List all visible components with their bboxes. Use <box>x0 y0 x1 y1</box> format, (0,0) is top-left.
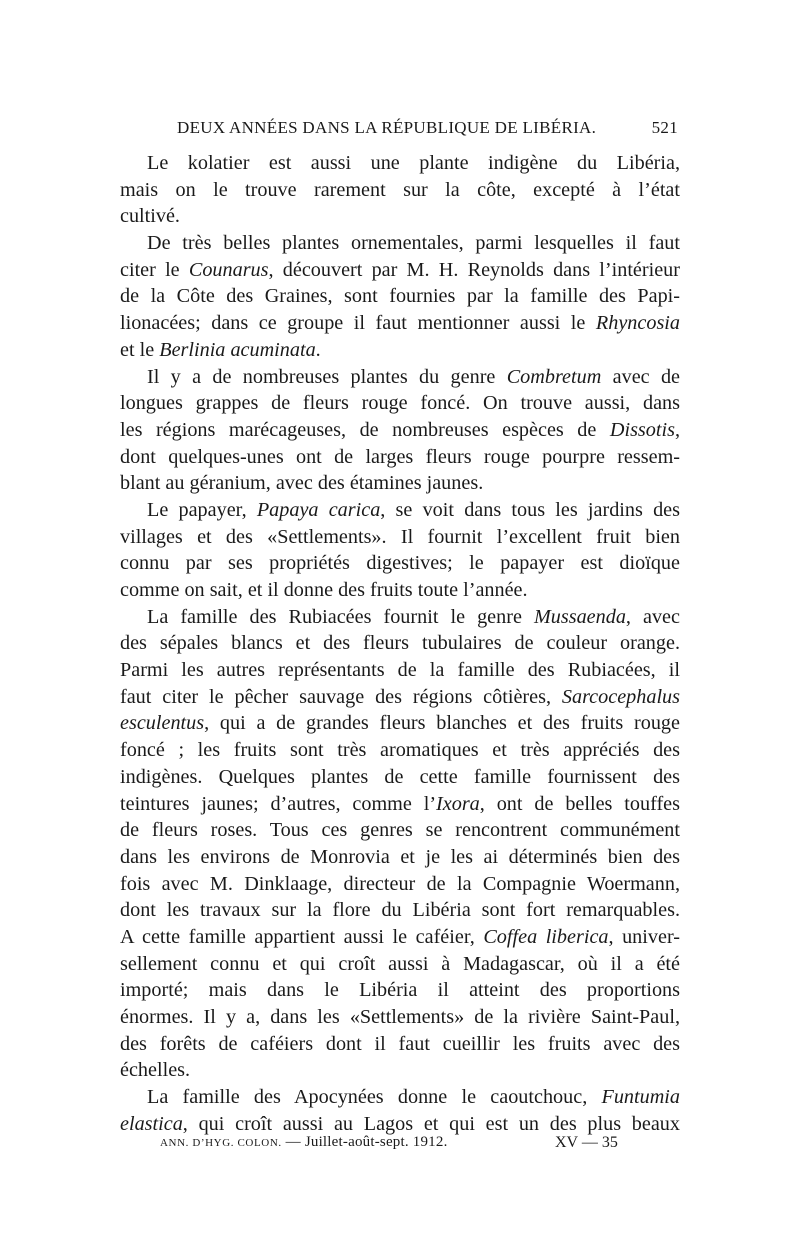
text-line <box>120 924 680 951</box>
text-line: sellement connu et qui croît aussi à Madagascar, où il a été <box>120 952 680 975</box>
page-footer <box>120 1134 680 1156</box>
paragraph <box>120 230 680 363</box>
italic-term: Berlinia acuminata <box>159 338 316 361</box>
italic-term: Ixora <box>436 792 480 815</box>
signature-mark: XV — 35 <box>555 1134 618 1151</box>
line-text: , <box>674 418 680 441</box>
line-text: teintures jaunes; d’autres, comme l’ <box>120 792 437 815</box>
text-line: Parmi les autres représentants de la famille des Rubiacées, il <box>120 659 680 682</box>
italic-term: Coffea liberica <box>483 925 609 948</box>
running-head <box>120 118 680 142</box>
line-text: , se voit dans tous les jardins des <box>380 498 680 521</box>
journal-abbreviation: ANN. D’HYG. COLON. <box>160 1137 282 1149</box>
page-number: 521 <box>651 118 678 137</box>
running-title: DEUX ANNÉES DANS LA RÉPUBLIQUE DE LIBÉRIA. <box>177 118 597 137</box>
italic-term: elastica <box>120 1112 183 1135</box>
line-text: La famille des Apocynées donne le caoutchouc, <box>147 1086 602 1109</box>
text-line: comme on sait, et il donne des fruits toute l’année. <box>120 579 528 601</box>
text-line <box>120 310 680 337</box>
line-text: lionacées; dans ce groupe il faut mentionner aussi le <box>120 312 596 335</box>
text-line: villages et des «Settlements». Il fournit l’excellent fruit bien <box>120 525 680 548</box>
text-line <box>120 604 680 631</box>
line-text: Le papayer, <box>147 498 257 521</box>
text-line <box>120 337 680 364</box>
text-line <box>120 417 680 444</box>
text-line: échelles. <box>120 1059 191 1082</box>
paragraph <box>120 604 680 1084</box>
line-text: , découvert par M. H. Reynolds dans l’intérieur <box>268 258 680 281</box>
line-text: , univer- <box>608 925 680 948</box>
text-line: fois avec M. Dinklaage, directeur de la Compagnie Woermann, <box>120 872 680 895</box>
italic-term: esculentus <box>120 712 205 735</box>
line-text: Il y a de nombreuses plantes du genre <box>147 365 507 388</box>
line-text: , qui croît aussi au Lagos et qui est un des plus beaux <box>182 1112 680 1135</box>
paragraph <box>120 497 680 604</box>
text-line: connu par ses propriétés digestives; le papayer est dioïque <box>120 552 680 575</box>
line-text: avec de <box>601 365 681 388</box>
issue-date: Juillet-août-sept. 1912. <box>304 1134 448 1150</box>
text-line <box>120 791 680 818</box>
text-line: dont quelques-unes ont de larges fleurs rouge pourpre ressem- <box>120 445 680 468</box>
line-text: les régions marécageuses, de nombreuses espèces de <box>120 418 610 441</box>
footer-citation <box>160 1134 448 1151</box>
italic-term: Funtumia <box>601 1086 680 1109</box>
line-text: , ont de belles touffes <box>479 792 680 815</box>
text-line: De très belles plantes ornementales, parmi lesquelles il faut <box>147 232 680 255</box>
line-text: , qui a de grandes fleurs blanches et des fruits rouge <box>204 712 680 735</box>
italic-term: Mussaenda <box>533 605 626 628</box>
text-line: dans les environs de Monrovia et je les ai déterminés bien des <box>120 845 680 868</box>
paragraph <box>120 150 680 230</box>
text-line: énormes. Il y a, dans les «Settlements» de la rivière Saint-Paul, <box>120 1006 680 1028</box>
text-line: de la Côte des Graines, sont fournies par la famille des Papi- <box>120 285 680 308</box>
text-line: foncé ; les fruits sont très aromatiques et très appréciés des <box>120 739 680 762</box>
line-text: , avec <box>625 605 680 628</box>
text-line: blant au géranium, avec des étamines jaunes. <box>120 472 484 495</box>
paragraph <box>120 364 680 497</box>
line-text: . <box>315 338 321 361</box>
text-line <box>120 710 680 737</box>
text-line: indigènes. Quelques plantes de cette famille fournissent des <box>120 765 680 788</box>
text-line: Le kolatier est aussi une plante indigène du Libéria, <box>147 152 680 174</box>
italic-term: Counarus <box>188 258 269 281</box>
text-line: importé; mais dans le Libéria il atteint des proportions <box>120 979 680 1002</box>
text-line: dont les travaux sur la flore du Libéria sont fort remarquables. <box>120 899 680 922</box>
line-text: A cette famille appartient aussi le caféier, <box>120 925 484 948</box>
italic-term: Sarcocephalus <box>561 685 680 708</box>
text-line: mais on le trouve rarement sur la côte, excepté à l’état <box>120 178 680 201</box>
text-line: de fleurs roses. Tous ces genres se rencontrent communément <box>120 819 680 842</box>
text-line <box>120 684 680 711</box>
line-text: et le <box>120 338 160 361</box>
footer-dash: — <box>281 1134 305 1150</box>
italic-term: Dissotis <box>609 418 675 441</box>
text-line: cultivé. <box>120 205 180 228</box>
body-text <box>120 150 680 1137</box>
text-line: longues grappes de fleurs rouge foncé. On trouve aussi, dans <box>120 392 680 415</box>
text-line <box>120 497 680 524</box>
italic-term: Rhyncosia <box>595 312 680 335</box>
italic-term: Combretum <box>506 365 602 388</box>
text-line <box>120 257 680 284</box>
line-text: faut citer le pêcher sauvage des régions côtières, <box>120 685 562 708</box>
italic-term: Papaya carica <box>256 498 381 521</box>
text-line: des forêts de caféiers dont il faut cueillir les fruits avec des <box>120 1032 680 1055</box>
text-line <box>120 1084 680 1111</box>
line-text: citer le <box>120 258 189 281</box>
line-text: La famille des Rubiacées fournit le genre <box>147 605 534 628</box>
paragraph <box>120 1084 680 1137</box>
text-line <box>120 364 680 391</box>
text-line: des sépales blancs et des fleurs tubulaires de couleur orange. <box>120 632 680 655</box>
